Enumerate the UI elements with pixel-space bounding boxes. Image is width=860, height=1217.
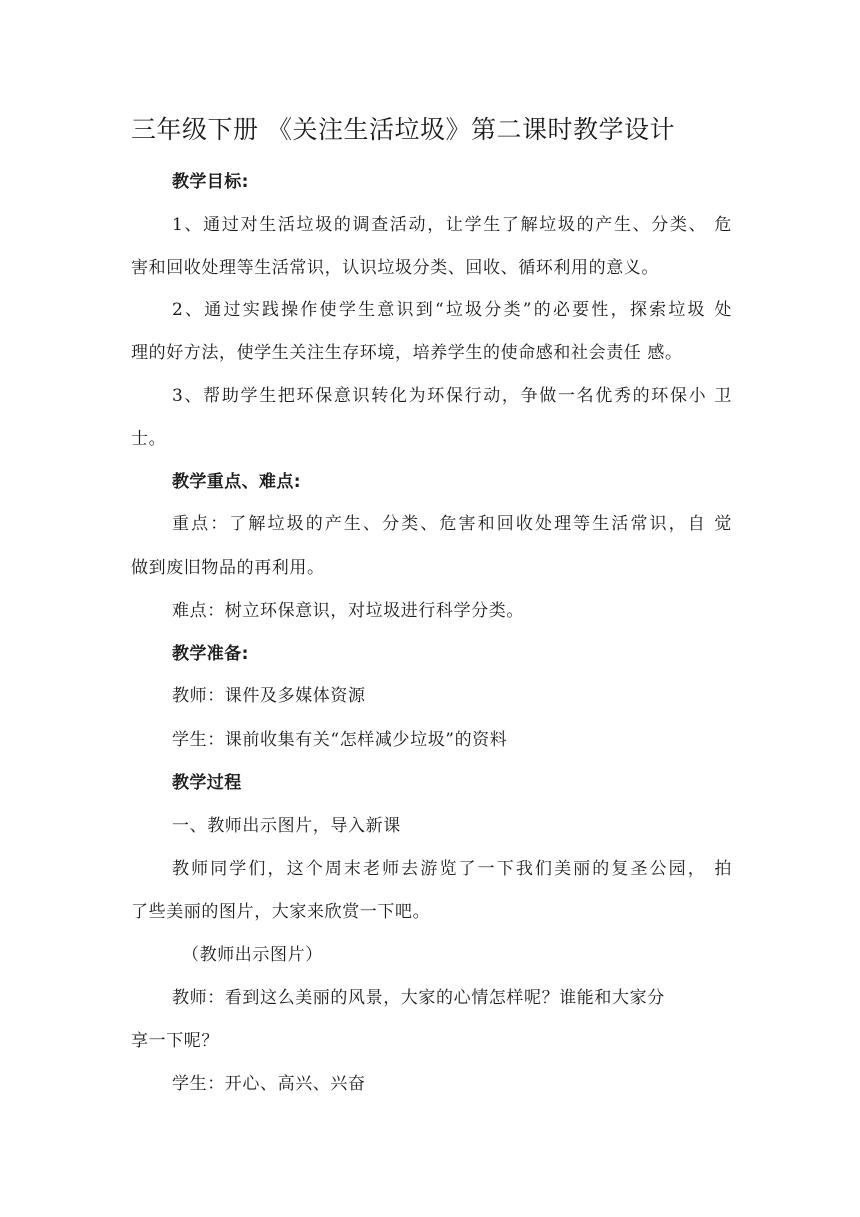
paragraph-line: 学生：开心、高兴、兴奋: [172, 1074, 366, 1094]
paragraph-line: 2、通过实践操作使学生意识到“垃圾分类”的必要性，探索垃圾 处: [172, 300, 732, 320]
paragraph-line: 教师：课件及多媒体资源: [172, 686, 366, 706]
paragraph-line: （教师出示图片）: [182, 945, 323, 965]
section-heading-process: 教学过程: [172, 773, 242, 793]
paragraph-line: 3、帮助学生把环保意识转化为环保行动，争做一名优秀的环保小 卫: [172, 386, 732, 406]
paragraph-line: 学生：课前收集有关“怎样减少垃圾”的资料: [172, 730, 508, 750]
paragraph-line: 1、通过对生活垃圾的调查活动，让学生了解垃圾的产生、分类、 危: [172, 215, 732, 235]
paragraph-line: 难点：树立环保意识，对垃圾进行科学分类。: [172, 601, 524, 621]
section-heading-key-points: 教学重点、难点:: [172, 472, 301, 492]
paragraph-line: 享一下呢？: [131, 1031, 219, 1051]
paragraph-line: 教师：看到这么美丽的风景，大家的心情怎样呢？谁能和大家分: [172, 988, 665, 1008]
paragraph-line: 士。: [131, 429, 167, 449]
paragraph-line: 教师同学们，这个周末老师去游览了一下我们美丽的复圣公园， 拍: [172, 859, 732, 879]
paragraph-line: 理的好方法，使学生关注生存环境，培养学生的使命感和社会责任 感。: [131, 343, 683, 363]
section-heading-preparation: 教学准备:: [172, 644, 249, 664]
document-title: 三年级下册 《关注生活垃圾》第二课时教学设计: [131, 115, 675, 144]
paragraph-line: 做到废旧物品的再利用。: [131, 558, 325, 578]
paragraph-line: 了些美丽的图片，大家来欣赏一下吧。: [131, 902, 431, 922]
section-heading-objectives: 教学目标:: [172, 172, 249, 192]
paragraph-line: 一、教师出示图片，导入新课: [172, 816, 401, 836]
paragraph-line: 害和回收处理等生活常识，认识垃圾分类、回收、循环利用的意义。: [131, 258, 659, 278]
paragraph-line: 重点：了解垃圾的产生、分类、危害和回收处理等生活常识，自 觉: [172, 514, 732, 534]
